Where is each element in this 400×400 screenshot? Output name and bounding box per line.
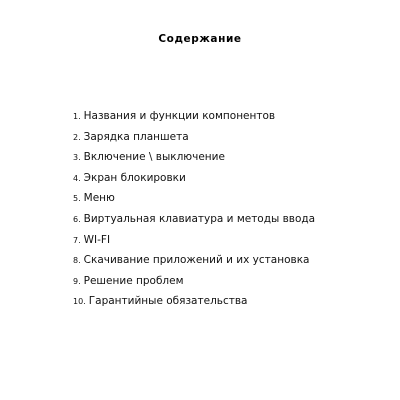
toc-item [73, 188, 315, 209]
toc-item-label: WI-FI [83, 233, 111, 246]
toc-item [73, 106, 315, 127]
toc-item-label: Названия и функции компонентов [83, 110, 276, 122]
table-of-contents [73, 106, 315, 312]
toc-item [73, 168, 315, 189]
page-title: Содержание [158, 33, 242, 45]
toc-item [73, 230, 315, 251]
toc-item-number: 9. [73, 276, 81, 286]
toc-item-number: 3. [73, 153, 81, 163]
toc-item-number: 7. [73, 235, 81, 245]
toc-item [73, 291, 315, 312]
toc-item [73, 127, 315, 148]
toc-item-label: Меню [83, 192, 115, 205]
toc-item-number: 4. [73, 173, 81, 183]
toc-item [73, 271, 315, 292]
toc-item [73, 147, 315, 168]
toc-item-number: 6. [73, 214, 81, 224]
toc-item-number: 5. [73, 194, 81, 204]
toc-item-number: 10. [73, 297, 86, 307]
toc-item-number: 1. [73, 112, 81, 121]
toc-item [73, 209, 315, 230]
toc-item-label: Скачивание приложений и их установка [83, 254, 310, 267]
toc-item-number: 8. [73, 256, 81, 266]
toc-item [73, 250, 315, 271]
toc-item-label: Гарантийные обязательства [88, 295, 248, 308]
toc-item-label: Зарядка планшета [83, 130, 189, 143]
toc-item-label: Виртуальная клавиатура и методы ввода [83, 212, 316, 225]
toc-item-label: Решение проблем [83, 274, 184, 287]
toc-item-label: Экран блокировки [83, 171, 186, 184]
toc-item-label: Включение \ выключение [83, 151, 225, 164]
toc-item-number: 2. [73, 132, 81, 142]
